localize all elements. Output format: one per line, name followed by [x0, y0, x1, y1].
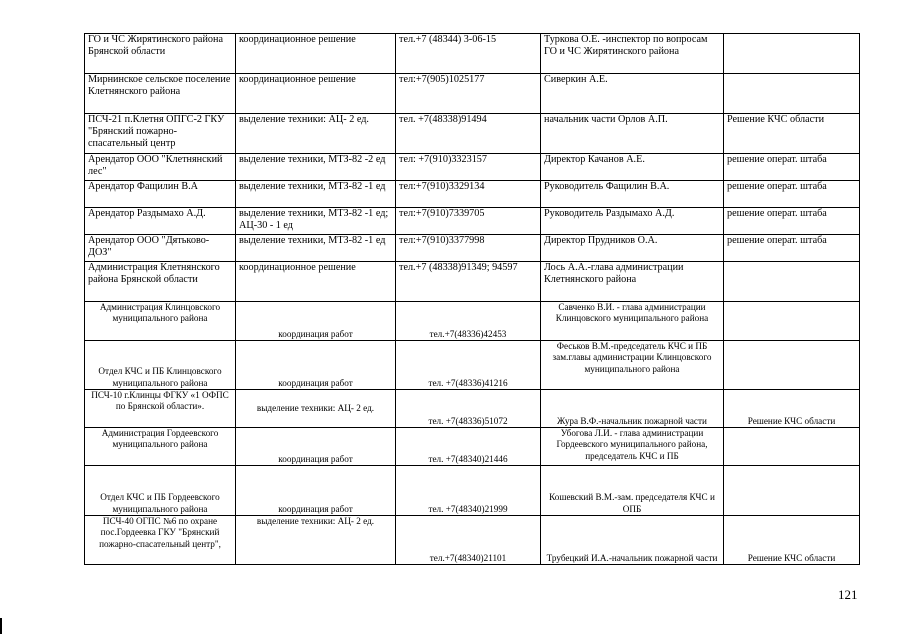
contact-cell: Феськов В.М.-председатель КЧС и ПБ зам.главы администрации Клинцовского муниципального района — [541, 341, 724, 390]
basis-cell: Решение КЧС области — [724, 390, 860, 428]
org-cell: Арендатор ООО "Дятьково-ДОЗ" — [85, 235, 236, 262]
contact-cell: Савченко В.И. - глава администрации Клинцовского муниципального района — [541, 302, 724, 341]
basis-cell — [724, 74, 860, 114]
table-row — [85, 341, 860, 390]
contact-cell: начальник части Орлов А.П. — [541, 114, 724, 154]
action-cell: координационное решение — [236, 74, 396, 114]
contact-cell: Туркова О.Е. -инспектор по вопросам ГО и ЧС Жирятинского района — [541, 34, 724, 74]
org-cell: Администрация Гордеевского муниципального района — [85, 428, 236, 466]
table-row — [85, 302, 860, 341]
org-cell: Арендатор Фащилин В.А — [85, 181, 236, 208]
phone-cell: тел. +7(48336)41216 — [396, 341, 541, 390]
action-cell: координация работ — [236, 302, 396, 341]
action-cell: координация работ — [236, 466, 396, 516]
table-row — [85, 235, 860, 262]
action-cell: выделение техники: АЦ- 2 ед. — [236, 114, 396, 154]
table-row — [85, 390, 860, 428]
phone-cell: тел: +7(910)3323157 — [396, 154, 541, 181]
basis-cell: решение операт. штаба — [724, 181, 860, 208]
basis-cell: решение операт. штаба — [724, 154, 860, 181]
org-cell: ПСЧ-40 ОГПС №6 по охране пос.Гордеевка ГКУ "Брянский пожарно-спасательный центр", — [85, 516, 236, 565]
org-cell: Арендатор Раздымахо А.Д. — [85, 208, 236, 235]
contact-cell: Кошевский В.М.-зам. председателя КЧС и ОПБ — [541, 466, 724, 516]
org-cell: Отдел КЧС и ПБ Гордеевского муниципального района — [85, 466, 236, 516]
basis-cell: Решение КЧС области — [724, 516, 860, 565]
org-cell: ПСЧ-10 г.Клинцы ФГКУ «1 ОФПС по Брянской области». — [85, 390, 236, 428]
table-row — [85, 154, 860, 181]
phone-cell: тел:+7(910)3329134 — [396, 181, 541, 208]
basis-cell: Решение КЧС области — [724, 114, 860, 154]
table-row — [85, 34, 860, 74]
phone-cell: тел.+7 (48344) 3-06-15 — [396, 34, 541, 74]
table-row — [85, 74, 860, 114]
table-row — [85, 262, 860, 302]
org-cell: Мирнинское сельское поселение Клетнянского района — [85, 74, 236, 114]
basis-cell — [724, 34, 860, 74]
basis-cell: решение операт. штаба — [724, 235, 860, 262]
action-cell: координационное решение — [236, 34, 396, 74]
phone-cell: тел.+7 (48338)91349; 94597 — [396, 262, 541, 302]
org-cell: ПСЧ-21 п.Клетня ОПГС-2 ГКУ "Брянский пожарно-спасательный центр — [85, 114, 236, 154]
phone-cell: тел. +7(48336)51072 — [396, 390, 541, 428]
contact-cell: Сиверкин А.Е. — [541, 74, 724, 114]
contact-cell: Директор Качанов А.Е. — [541, 154, 724, 181]
basis-cell — [724, 341, 860, 390]
phone-cell: тел.+7(48340)21101 — [396, 516, 541, 565]
basis-cell — [724, 262, 860, 302]
action-cell: выделение техники: АЦ- 2 ед. — [236, 516, 396, 565]
phone-cell: тел.+7(48336)42453 — [396, 302, 541, 341]
action-cell: координация работ — [236, 428, 396, 466]
phone-cell: тел:+7(905)1025177 — [396, 74, 541, 114]
action-cell: координация работ — [236, 341, 396, 390]
basis-cell: решение операт. штаба — [724, 208, 860, 235]
contact-cell: Директор Прудников О.А. — [541, 235, 724, 262]
phone-cell: тел. +7(48340)21999 — [396, 466, 541, 516]
table-row — [85, 181, 860, 208]
basis-cell — [724, 428, 860, 466]
org-cell: Арендатор ООО "Клетнянский лес" — [85, 154, 236, 181]
table-row — [85, 516, 860, 565]
org-cell: ГО и ЧС Жирятинского района Брянской области — [85, 34, 236, 74]
contact-cell: Руководитель Фащилин В.А. — [541, 181, 724, 208]
phone-cell: тел:+7(910)7339705 — [396, 208, 541, 235]
table-row — [85, 466, 860, 516]
action-cell: выделение техники, МТЗ-82 -1 ед — [236, 235, 396, 262]
org-cell: Отдел КЧС и ПБ Клинцовского муниципального района — [85, 341, 236, 390]
page-number: 121 — [838, 587, 858, 602]
org-cell: Администрация Клетнянского района Брянской области — [85, 262, 236, 302]
table-row — [85, 208, 860, 235]
phone-cell: тел:+7(910)3377998 — [396, 235, 541, 262]
action-cell: координационное решение — [236, 262, 396, 302]
phone-cell: тел. +7(48338)91494 — [396, 114, 541, 154]
contact-cell: Руководитель Раздымахо А.Д. — [541, 208, 724, 235]
phone-cell: тел. +7(48340)21446 — [396, 428, 541, 466]
action-cell: выделение техники: АЦ- 2 ед. — [236, 390, 396, 428]
contacts-table — [84, 33, 860, 565]
basis-cell — [724, 466, 860, 516]
scan-edge-mark — [0, 618, 2, 634]
contact-cell: Убогова Л.И. - глава администрации Гордеевского муниципального района, председатель КЧС и ПБ — [541, 428, 724, 466]
contact-cell: Жура В.Ф.-начальник пожарной части — [541, 390, 724, 428]
contact-cell: Лось А.А.-глава администрации Клетнянского района — [541, 262, 724, 302]
table-row — [85, 114, 860, 154]
org-cell: Администрация Клинцовского муниципального района — [85, 302, 236, 341]
action-cell: выделение техники, МТЗ-82 -1 ед; АЦ-30 - 1 ед — [236, 208, 396, 235]
basis-cell — [724, 302, 860, 341]
action-cell: выделение техники, МТЗ-82 -1 ед — [236, 181, 396, 208]
contact-cell: Трубецкий И.А.-начальник пожарной части — [541, 516, 724, 565]
table-row — [85, 428, 860, 466]
action-cell: выделение техники, МТЗ-82 -2 ед — [236, 154, 396, 181]
